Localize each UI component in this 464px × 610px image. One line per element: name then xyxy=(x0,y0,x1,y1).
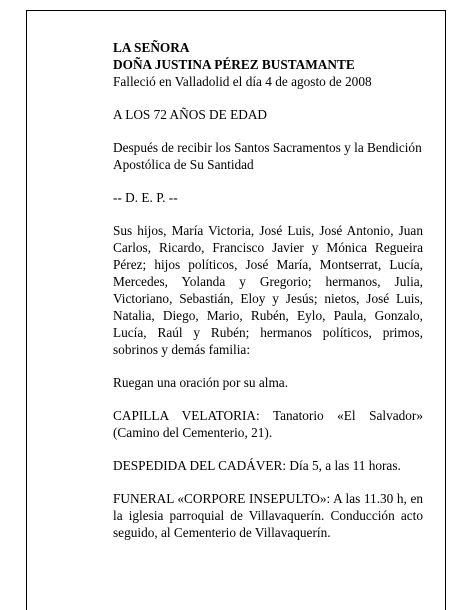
chapel-paragraph: CAPILLA VELATORIA: Tanatorio «El Salvador» (Camino del Cementerio, 21). xyxy=(113,408,423,440)
notice-title: LA SEÑORA xyxy=(113,40,190,55)
funeral-paragraph: FUNERAL «CORPORE INSEPULTO»: A las 11.30 h, en la iglesia parroquial de Villavaquerín. Conducción acto seguido, al Cementerio de Villavaquerín. xyxy=(113,491,423,540)
age-line: A LOS 72 AÑOS DE EDAD xyxy=(113,107,268,122)
death-details: Falleció en Valladolid el día 4 de agosto de 2008 xyxy=(113,74,372,89)
sacraments-paragraph: Después de recibir los Santos Sacramentos y la Bendición Apostólica de Su Santidad xyxy=(113,140,422,172)
farewell-line: DESPEDIDA DEL CADÁVER: Día 5, a las 11 horas. xyxy=(113,458,401,473)
family-paragraph: Sus hijos, María Victoria, José Luis, José Antonio, Juan Carlos, Ricardo, Francisco Javier y Mónica Regueira Pérez; hijos políticos, José María, Montserrat, Lucía, Mercedes, Yolanda y Gregorio; hermanos, Julia, Victoriano, Sebastián, Eloy y Jesús; nietos, José Luis, Natalia, Diego, Mario, Rubén, Eylo, Paula, Gonzalo, Lucía, Raúl y Rubén; hermanos políticos, primos, sobrinos y demás familia: xyxy=(113,223,423,357)
deceased-name: DOÑA JUSTINA PÉREZ BUSTAMANTE xyxy=(113,57,355,72)
dep-line: -- D. E. P. -- xyxy=(113,190,178,205)
obituary-content xyxy=(113,39,423,541)
prayer-line: Ruegan una oración por su alma. xyxy=(113,375,289,390)
